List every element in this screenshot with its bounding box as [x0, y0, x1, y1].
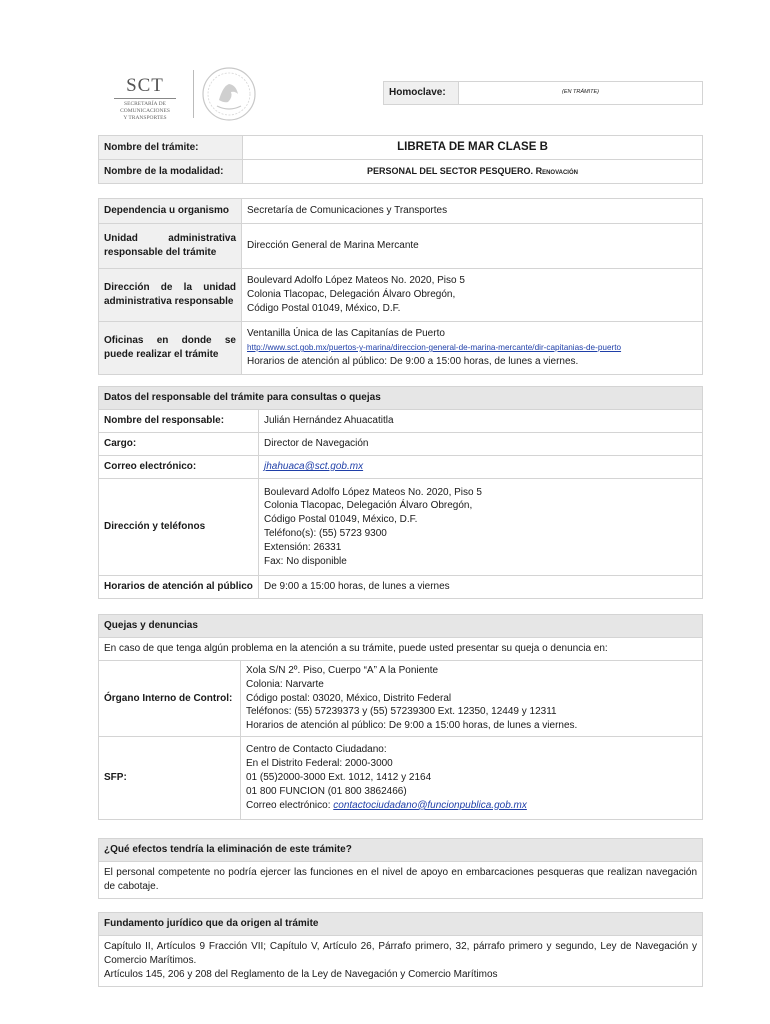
responsable-correo-cell: [259, 456, 703, 479]
capitanias-link[interactable]: http://www.sct.gob.mx/puertos-y-marina/direccion-general-de-marina-mercante/dir-capitanias-de-puerto: [247, 343, 622, 353]
responsable-email-link[interactable]: jhahuaca@sct.gob.mx: [264, 461, 364, 473]
fundamento-body: [99, 936, 703, 987]
quejas-table: [98, 614, 703, 820]
modalidad-suffix: Renovación: [535, 166, 578, 177]
sct-logo-name: SCT: [126, 75, 164, 96]
oic-line: Xola S/N 2º. Piso, Cuerpo “A” A la Poniente: [246, 665, 439, 676]
direccion-line: Teléfono(s): (55) 5723 9300: [264, 528, 387, 539]
sfp-email-link[interactable]: contactociudadano@funcionpublica.gob.mx: [333, 799, 527, 811]
direccion-line: Fax: No disponible: [264, 555, 347, 567]
sfp-line: Centro de Contacto Ciudadano:: [246, 744, 387, 756]
direccion-line: Código Postal 01049, México, D.F.: [264, 514, 418, 526]
oic-line: Colonia: Narvarte: [246, 678, 324, 690]
responsable-direccion-label: Dirección y teléfonos: [99, 479, 259, 576]
oficinas-line: Ventanilla Única de las Capitanías de Puerto: [247, 328, 445, 340]
direccion-unidad-label: Dirección de la unidad administrativa responsable: [99, 269, 242, 322]
homoclave-table: [383, 81, 703, 105]
direccion-line: Boulevard Adolfo López Mateos No. 2020, Piso 5: [247, 275, 465, 287]
oficinas-value: [242, 322, 703, 375]
sfp-line: En el Distrito Federal: 2000-3000: [246, 758, 393, 770]
oic-value: [241, 661, 703, 737]
direccion-line: Colonia Tlacopac, Delegación Álvaro Obregón,: [264, 500, 473, 512]
sct-logo-line-1: SECRETARÍA DE: [124, 101, 166, 107]
quejas-title: Quejas y denuncias: [99, 615, 703, 638]
unidad-value: Dirección General de Marina Mercante: [242, 224, 703, 269]
fundamento-text-2: Artículos 145, 206 y 208 del Reglamento de la Ley de Navegación y Comercio Marítimos: [104, 968, 498, 980]
tramite-modalidad-label: Nombre de la modalidad:: [99, 160, 243, 184]
tramite-modalidad-value: [243, 160, 703, 184]
efectos-title: ¿Qué efectos tendría la eliminación de este trámite?: [99, 839, 703, 862]
responsable-cargo-value: Director de Navegación: [259, 433, 703, 456]
responsable-table: [98, 386, 703, 599]
sfp-email-line: [246, 799, 697, 813]
responsable-nombre-value: Julián Hernández Ahuacatitla: [259, 410, 703, 433]
direccion-line: Boulevard Adolfo López Mateos No. 2020, Piso 5: [264, 486, 482, 498]
tramite-table: [98, 135, 703, 184]
dependencia-value: Secretaría de Comunicaciones y Transportes: [242, 199, 703, 224]
direccion-unidad-value: [242, 269, 703, 322]
efectos-table: [98, 838, 703, 899]
homoclave-label: Homoclave:: [384, 82, 459, 105]
responsable-direccion-value: [259, 479, 703, 576]
oficinas-label: Oficinas en donde se puede realizar el trámite: [99, 322, 242, 375]
responsable-horarios-value: De 9:00 a 15:00 horas, de lunes a viernes: [259, 576, 703, 599]
oic-line: Horarios de atención al público: De 9:00 a 15:00 horas, de lunes a viernes.: [246, 720, 578, 732]
sfp-email-prefix: Correo electrónico:: [246, 799, 334, 811]
sct-logo-line-2: COMUNICACIONES: [120, 108, 170, 114]
oficinas-horario: Horarios de atención al público: De 9:00 a 15:00 horas, de lunes a viernes.: [247, 355, 579, 367]
mexico-coat-of-arms-seal-icon: [200, 66, 258, 122]
logo-divider: [193, 70, 194, 118]
sct-logo-line-3: Y TRANSPORTES: [123, 115, 167, 121]
tramite-nombre-value: LIBRETA DE MAR CLASE B: [243, 136, 703, 160]
dependencia-table: [98, 198, 703, 375]
sfp-line: 01 (55)2000-3000 Ext. 1012, 1412 y 2164: [246, 772, 432, 784]
quejas-intro: En caso de que tenga algún problema en la atención a su trámite, puede usted presentar su queja o denuncia en:: [99, 638, 703, 661]
responsable-nombre-label: Nombre del responsable:: [99, 410, 259, 433]
homoclave-value: (EN TRÁMITE): [459, 82, 703, 105]
sct-logo: [104, 76, 186, 122]
oic-line: Teléfonos: (55) 57239373 y (55) 57239300 Ext. 12350, 12449 y 12311: [246, 706, 557, 718]
responsable-title: Datos del responsable del trámite para consultas o quejas: [99, 387, 703, 410]
sfp-label: SFP:: [99, 736, 241, 819]
oic-label: Órgano Interno de Control:: [99, 661, 241, 737]
responsable-horarios-label: Horarios de atención al público: [99, 576, 259, 599]
direccion-line: Extensión: 26331: [264, 541, 342, 553]
efectos-text: El personal competente no podría ejercer las funciones en el nivel de apoyo en embarcaciones pesqueras que realizan navegación de cabotaje.: [99, 862, 703, 899]
responsable-cargo-label: Cargo:: [99, 433, 259, 456]
fundamento-table: [98, 912, 703, 987]
unidad-label: Unidad administrativa responsable del trámite: [99, 224, 242, 269]
responsable-correo-label: Correo electrónico:: [99, 456, 259, 479]
tramite-nombre-label: Nombre del trámite:: [99, 136, 243, 160]
direccion-line: Código Postal 01049, México, D.F.: [247, 302, 401, 314]
dependencia-label: Dependencia u organismo: [99, 199, 242, 224]
modalidad-main: PERSONAL DEL SECTOR PESQUERO.: [367, 166, 534, 177]
fundamento-text-1: Capítulo II, Artículos 9 Fracción VII; Capítulo V, Artículo 26, Párrafo primero, 32, párrafo primero y segundo, Ley de Navegación y Comercio Marítimos.: [104, 941, 697, 967]
direccion-line: Colonia Tlacopac, Delegación Álvaro Obregón,: [247, 289, 456, 301]
sfp-line: 01 800 FUNCION (01 800 3862466): [246, 785, 407, 797]
sfp-value: [241, 736, 703, 819]
oic-line: Código postal: 03020, México, Distrito Federal: [246, 692, 452, 704]
fundamento-title: Fundamento jurídico que da origen al trámite: [99, 913, 703, 936]
